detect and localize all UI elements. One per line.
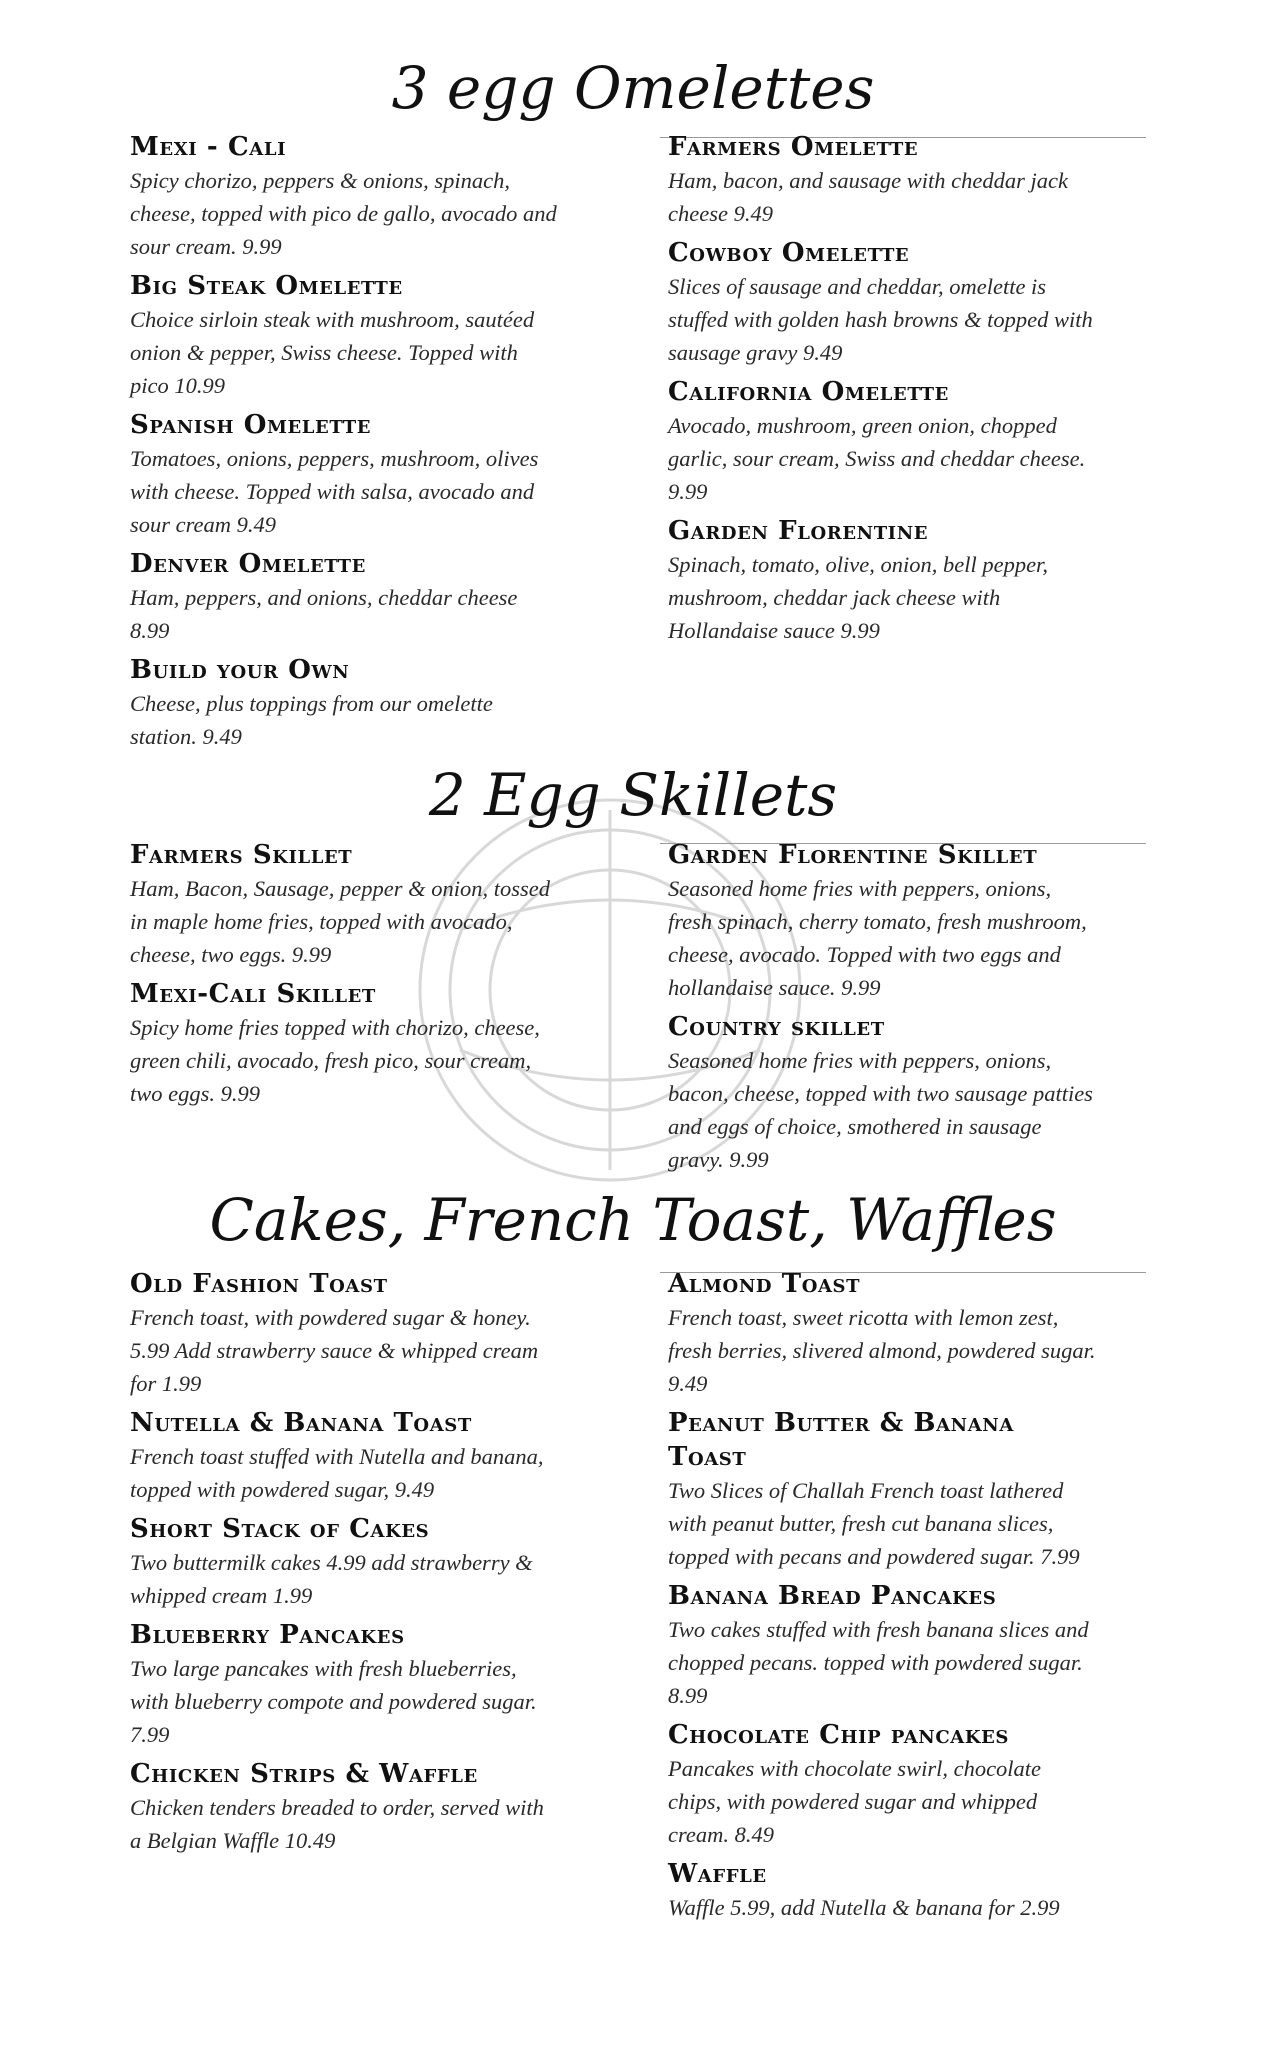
item-name: Short Stack of Cakes [130,1514,430,1544]
item-name: Chocolate Chip pancakes [668,1720,1009,1750]
menu-item [668,375,1098,508]
menu-item [130,653,560,753]
item-name: Nutella & Banana Toast [130,1408,472,1438]
menu-item [668,1857,1098,1924]
item-name: Old Fashion Toast [130,1269,388,1299]
item-name: Almond Toast [668,1269,861,1299]
cakes-left-column [130,1267,560,1863]
section-title-skillets: 2 Egg Skillets [428,761,838,829]
item-name: Farmers Skillet [130,840,353,870]
section-title-cakes-toast-waffles: Cakes, French Toast, Waffles [209,1186,1057,1254]
omelettes-right-column [668,130,1098,653]
item-name: Garden Florentine [668,516,929,546]
item-description: Tomatoes, onions, peppers, mushroom, olives with cheese. Topped with salsa, avocado and sour cream 9.49 [130,446,539,537]
item-name: Peanut Butter & Banana Toast [668,1408,1014,1472]
item-description: Two buttermilk cakes 4.99 add strawberry & whipped cream 1.99 [130,1550,533,1608]
section-title-omelettes: 3 egg Omelettes [391,54,875,122]
item-name: Waffle [668,1859,767,1889]
item-description: Ham, bacon, and sausage with cheddar jack cheese 9.49 [668,168,1068,226]
omelettes-left-column [130,130,560,759]
item-description: French toast, sweet ricotta with lemon zest, fresh berries, slivered almond, powdered sugar. 9.49 [668,1305,1096,1396]
skillets-right-column [668,838,1098,1182]
item-description: Seasoned home fries with peppers, onions, fresh spinach, cherry tomato, fresh mushroom, cheese, avocado. Topped with two eggs and hollandaise sauce. 9.99 [668,876,1087,1000]
menu-item [668,236,1098,369]
item-description: Seasoned home fries with peppers, onions, bacon, cheese, topped with two sausage patties and eggs of choice, smothered in sausage gravy. 9.99 [668,1048,1093,1172]
menu-item [130,547,560,647]
item-description: Slices of sausage and cheddar, omelette is stuffed with golden hash browns & topped with sausage gravy 9.49 [668,274,1093,365]
item-description: Two cakes stuffed with fresh banana slices and chopped pecans. topped with powdered sugar. 8.99 [668,1617,1089,1708]
item-description: Choice sirloin steak with mushroom, sautéed onion & pepper, Swiss cheese. Topped with pico 10.99 [130,307,535,398]
item-name: Country skillet [668,1012,885,1042]
menu-item [668,514,1098,647]
item-name: Cowboy Omelette [668,238,910,268]
item-name: Mexi-Cali Skillet [130,979,376,1009]
menu-item [668,1718,1098,1851]
item-description: French toast stuffed with Nutella and banana, topped with powdered sugar, 9.49 [130,1444,544,1502]
item-name: Mexi - Cali [130,132,287,162]
item-name: Spanish Omelette [130,410,372,440]
item-name: Build your Own [130,655,350,685]
menu-item [130,1267,560,1400]
item-description: Avocado, mushroom, green onion, chopped garlic, sour cream, Swiss and cheddar cheese. 9.99 [668,413,1086,504]
item-description: Ham, Bacon, Sausage, pepper & onion, tossed in maple home fries, topped with avocado, cheese, two eggs. 9.99 [130,876,550,967]
cakes-right-column [668,1267,1098,1930]
item-description: Spicy chorizo, peppers & onions, spinach, cheese, topped with pico de gallo, avocado and sour cream. 9.99 [130,168,557,259]
item-name: Banana Bread Pancakes [668,1581,997,1611]
item-description: Spinach, tomato, olive, onion, bell pepper, mushroom, cheddar jack cheese with Hollandaise sauce 9.99 [668,552,1048,643]
menu-item [130,130,560,263]
menu-item [130,838,560,971]
item-description: French toast, with powdered sugar & honey. 5.99 Add strawberry sauce & whipped cream for 1.99 [130,1305,539,1396]
menu-item [130,1618,560,1751]
menu-item [130,977,560,1110]
menu-item [130,1757,560,1857]
menu-item [668,1267,1098,1400]
item-description: Ham, peppers, and onions, cheddar cheese 8.99 [130,585,518,643]
menu-item [668,838,1098,1004]
menu-item [130,1406,560,1506]
item-name: Farmers Omelette [668,132,919,162]
item-name: Denver Omelette [130,549,366,579]
menu-item [668,1406,1098,1573]
menu-item [668,1579,1098,1712]
item-name: California Omelette [668,377,949,407]
item-description: Cheese, plus toppings from our omelette station. 9.49 [130,691,493,749]
item-name: Chicken Strips & Waffle [130,1759,478,1789]
skillets-left-column [130,838,560,1116]
item-description: Pancakes with chocolate swirl, chocolate chips, with powdered sugar and whipped cream. 8.49 [668,1756,1042,1847]
item-description: Two Slices of Challah French toast lathered with peanut butter, fresh cut banana slices, topped with pecans and powdered sugar. 7.99 [668,1478,1080,1569]
item-description: Waffle 5.99, add Nutella & banana for 2.99 [668,1895,1060,1920]
menu-item [130,269,560,402]
item-description: Two large pancakes with fresh blueberries, with blueberry compote and powdered sugar. 7.99 [130,1656,537,1747]
menu-item [130,408,560,541]
item-description: Chicken tenders breaded to order, served with a Belgian Waffle 10.49 [130,1795,544,1853]
menu-item [668,130,1098,230]
item-description: Spicy home fries topped with chorizo, cheese, green chili, avocado, fresh pico, sour cream, two eggs. 9.99 [130,1015,540,1106]
menu-item [668,1010,1098,1176]
item-name: Garden Florentine Skillet [668,840,1038,870]
menu-item [130,1512,560,1612]
item-name: Big Steak Omelette [130,271,403,301]
item-name: Blueberry Pancakes [130,1620,405,1650]
